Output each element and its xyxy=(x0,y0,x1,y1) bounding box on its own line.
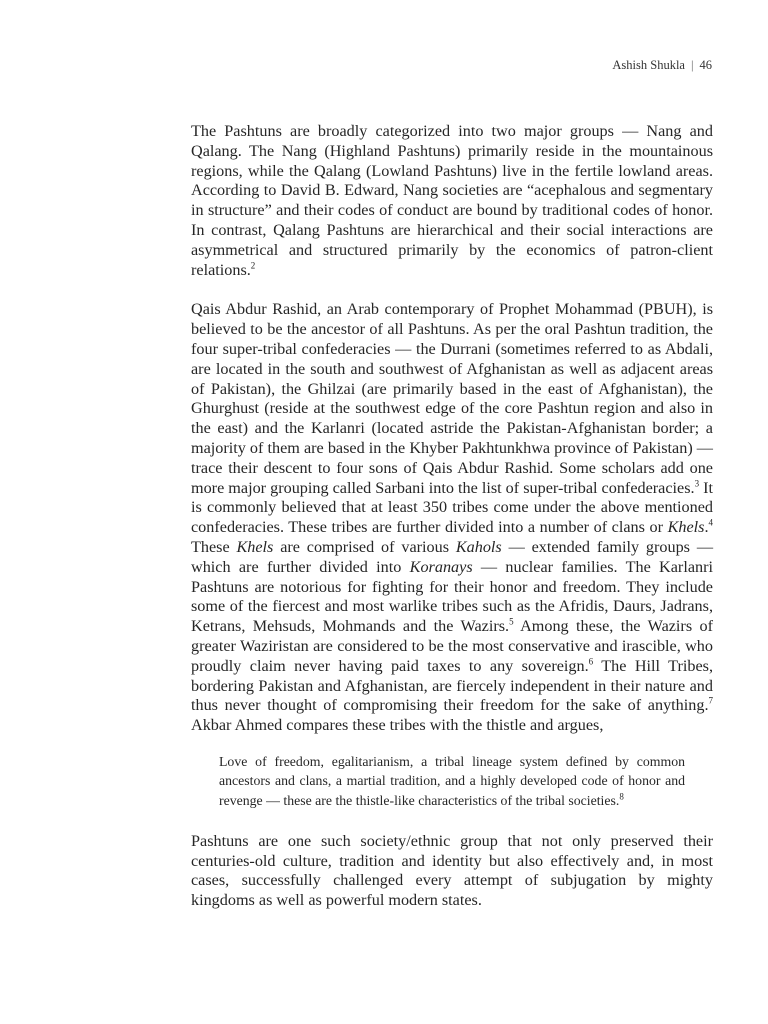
footnote-ref[interactable]: 8 xyxy=(619,790,624,801)
paragraph-text: . xyxy=(704,518,709,537)
footnote-ref[interactable]: 6 xyxy=(588,656,594,667)
page-number: 46 xyxy=(699,58,712,72)
quote-text: Love of freedom, egalitarianism, a tribal lineage system defined by common ancestors and clans, a martial tradition, and a highly developed code of honor and revenge — these are the thistle-like characteristics of the tribal societies. xyxy=(219,753,685,808)
paragraph-text: These xyxy=(191,537,237,556)
paragraph-text: Among these, the Wazirs of greater Waziristan are considered to be the most conservative and irascible, who proudly claim never having paid taxes to any sovereign. xyxy=(191,617,713,675)
paragraph-text: Akbar Ahmed compares these tribes with the thistle and argues, xyxy=(191,716,604,735)
footnote-ref[interactable]: 4 xyxy=(708,517,713,528)
paragraph-text: Pashtuns are one such society/ethnic group that not only preserved their centuries-old culture, tradition and identity but also effectively and, in most cases, successfully challenged every attempt of subjugation by mighty kingdoms as well as powerful modern states. xyxy=(191,831,713,910)
paragraph-nang-qalang xyxy=(191,122,713,280)
paragraph-text: The Pashtuns are broadly categorized into two major groups — Nang and Qalang. The Nang (Highland Pashtuns) primarily reside in the mountainous regions, while the Qalang (Lowland Pashtuns) live in the fertile lowland areas. According to David B. Edward, Nang societies are “acephalous and segmentary in structure” and their codes of conduct are bound by traditional codes of honor. In contrast, Qalang Pashtuns are hierarchical and their social interactions are asymmetrical and structured primarily by the economics of patron-client relations. xyxy=(191,122,713,279)
paragraph-text: — nuclear families. The Karlanri Pashtuns are notorious for fighting for their honor and freedom. They include some of the fiercest and most warlike tribes such as the Afridis, Daurs, Jadrans, Ketrans, Mehsuds, Mohmands and the Wazirs. xyxy=(191,557,713,636)
paragraph-text: The Hill Tribes, bordering Pakistan and Afghanistan, are fiercely independent in their nature and thus never thought of compromising their freedom for the sake of anything. xyxy=(191,656,713,715)
page-body xyxy=(191,122,713,931)
footnote-ref[interactable]: 3 xyxy=(694,478,700,489)
paragraph-confederacies xyxy=(191,300,713,736)
paragraph-conclusion xyxy=(191,832,713,911)
header-separator: | xyxy=(690,58,694,72)
paragraph-text: It is commonly believed that at least 350 tribes come under the above mentioned confederacies. These tribes are further divided into a number of clans or xyxy=(191,478,714,537)
header-author: Ashish Shukla xyxy=(612,58,685,72)
running-header xyxy=(612,58,712,73)
paragraph-text: Qais Abdur Rashid, an Arab contemporary of Prophet Mohammad (PBUH), is believed to be the ancestor of all Pashtuns. As per the oral Pashtun tradition, the four super-tribal confederacies — the Durrani (sometimes referred to as Abdali, are located in the south and southwest of Afghanistan as well as adjacent areas of Pakistan), the Ghilzai (are primarily based in the east of Afghanistan), the Ghurghust (reside at the southwest edge of the core Pashtun region and also in the east) and the Karlanri (located astride the Pakistan-Afghanistan border; a majority of them are based in the Khyber Pakhtunkhwa province of Pakistan) — trace their descent to four sons of Qais Abdur Rashid. Some scholars add one more major grouping called Sarbani into the list of super-tribal confederacies. xyxy=(191,300,713,497)
paragraph-text: are comprised of various xyxy=(273,537,456,556)
italic-term: Khels xyxy=(236,537,274,556)
italic-term: Kahols xyxy=(455,537,502,556)
footnote-ref[interactable]: 2 xyxy=(250,260,256,271)
footnote-ref[interactable]: 7 xyxy=(708,695,713,706)
italic-term: Koranays xyxy=(409,557,473,576)
block-quote xyxy=(219,752,685,810)
footnote-ref[interactable]: 5 xyxy=(509,616,514,627)
italic-term: Khels xyxy=(667,518,705,537)
paragraph-text: — extended family groups — which are further divided into xyxy=(191,537,714,576)
